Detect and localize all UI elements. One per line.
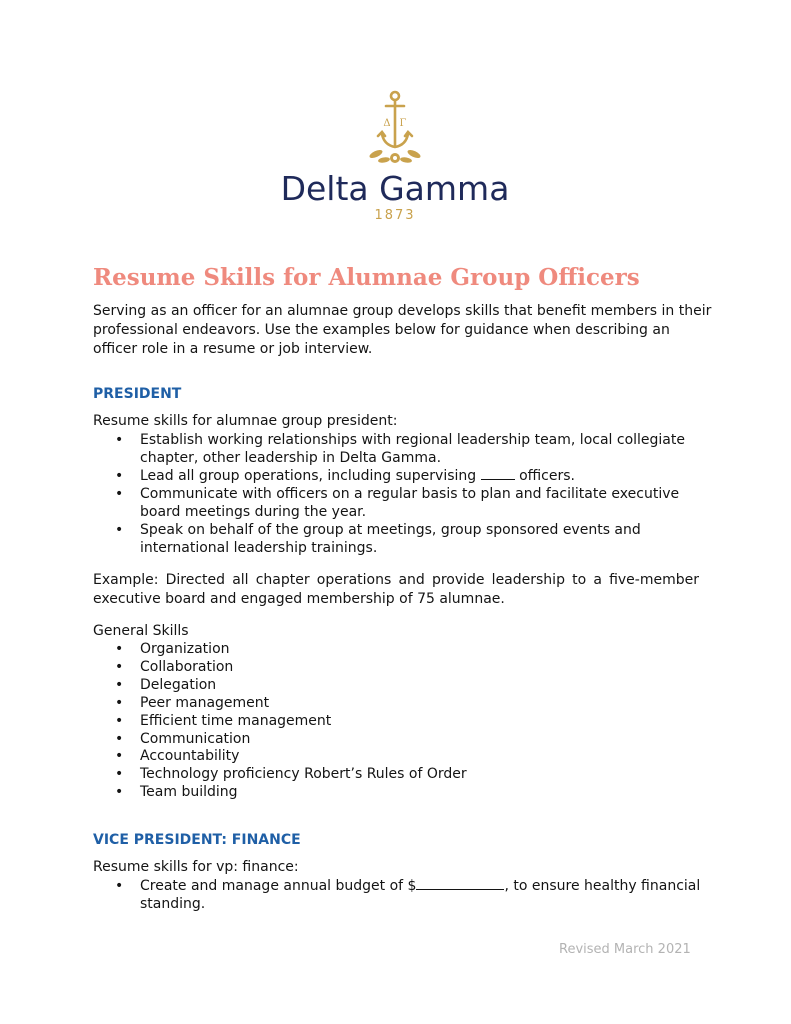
- list-item: • Speak on behalf of the group at meetings, group sponsored events and international leadership trainings.: [93, 521, 713, 557]
- list-item: • Lead all group operations, including supervising officers.: [93, 467, 713, 485]
- vp-finance-lead: Resume skills for vp: finance:: [93, 859, 299, 875]
- monogram-delta: Δ: [383, 118, 391, 129]
- list-item: • Peer management: [93, 695, 713, 713]
- fill-in-blank: [481, 467, 515, 480]
- anchor-crest-icon: [362, 90, 428, 170]
- brand-year: 1873: [374, 208, 416, 223]
- president-bullets: [93, 431, 713, 557]
- list-item: • Organization: [93, 641, 713, 659]
- intro-paragraph: Serving as an officer for an alumnae group develops skills that benefit members in their professional endeavors. Use the examples below for guidance when describing an officer role in a resume or job interview.: [93, 303, 712, 357]
- delta-gamma-logo: [270, 90, 520, 224]
- list-item: • Accountability: [93, 748, 713, 766]
- list-item: • Team building: [93, 784, 713, 802]
- list-item: • Delegation: [93, 677, 713, 695]
- list-item: • Efficient time management: [93, 713, 713, 731]
- list-item: • Collaboration: [93, 659, 713, 677]
- vp-finance-heading: VICE PRESIDENT: FINANCE: [93, 832, 301, 848]
- page-title: Resume Skills for Alumnae Group Officers: [93, 264, 640, 291]
- general-skills-list: [93, 641, 713, 802]
- vp-finance-bullets: [93, 877, 713, 913]
- list-item: • Create and manage annual budget of $ , to ensure healthy financial standing.: [93, 877, 713, 913]
- list-item: • Establish working relationships with regional leadership team, local collegiate chapter, other leadership in Delta Gamma.: [93, 431, 713, 467]
- president-heading: PRESIDENT: [93, 386, 182, 402]
- fill-in-blank: [416, 877, 504, 890]
- general-skills-heading: General Skills: [93, 623, 189, 639]
- monogram-gamma: Γ: [399, 118, 407, 129]
- list-item: • Communication: [93, 731, 713, 749]
- list-item: • Technology proficiency Robert’s Rules of Order: [93, 766, 713, 784]
- brand-name: Delta Gamma: [280, 169, 510, 208]
- president-example: Example: Directed all chapter operations and provide leadership to a five-member executive board and engaged membership of 75 alumnae.: [93, 572, 699, 607]
- president-lead: Resume skills for alumnae group president:: [93, 413, 398, 429]
- revision-footer: Revised March 2021: [559, 942, 691, 957]
- list-item: • Communicate with officers on a regular basis to plan and facilitate executive board meetings during the year.: [93, 485, 713, 521]
